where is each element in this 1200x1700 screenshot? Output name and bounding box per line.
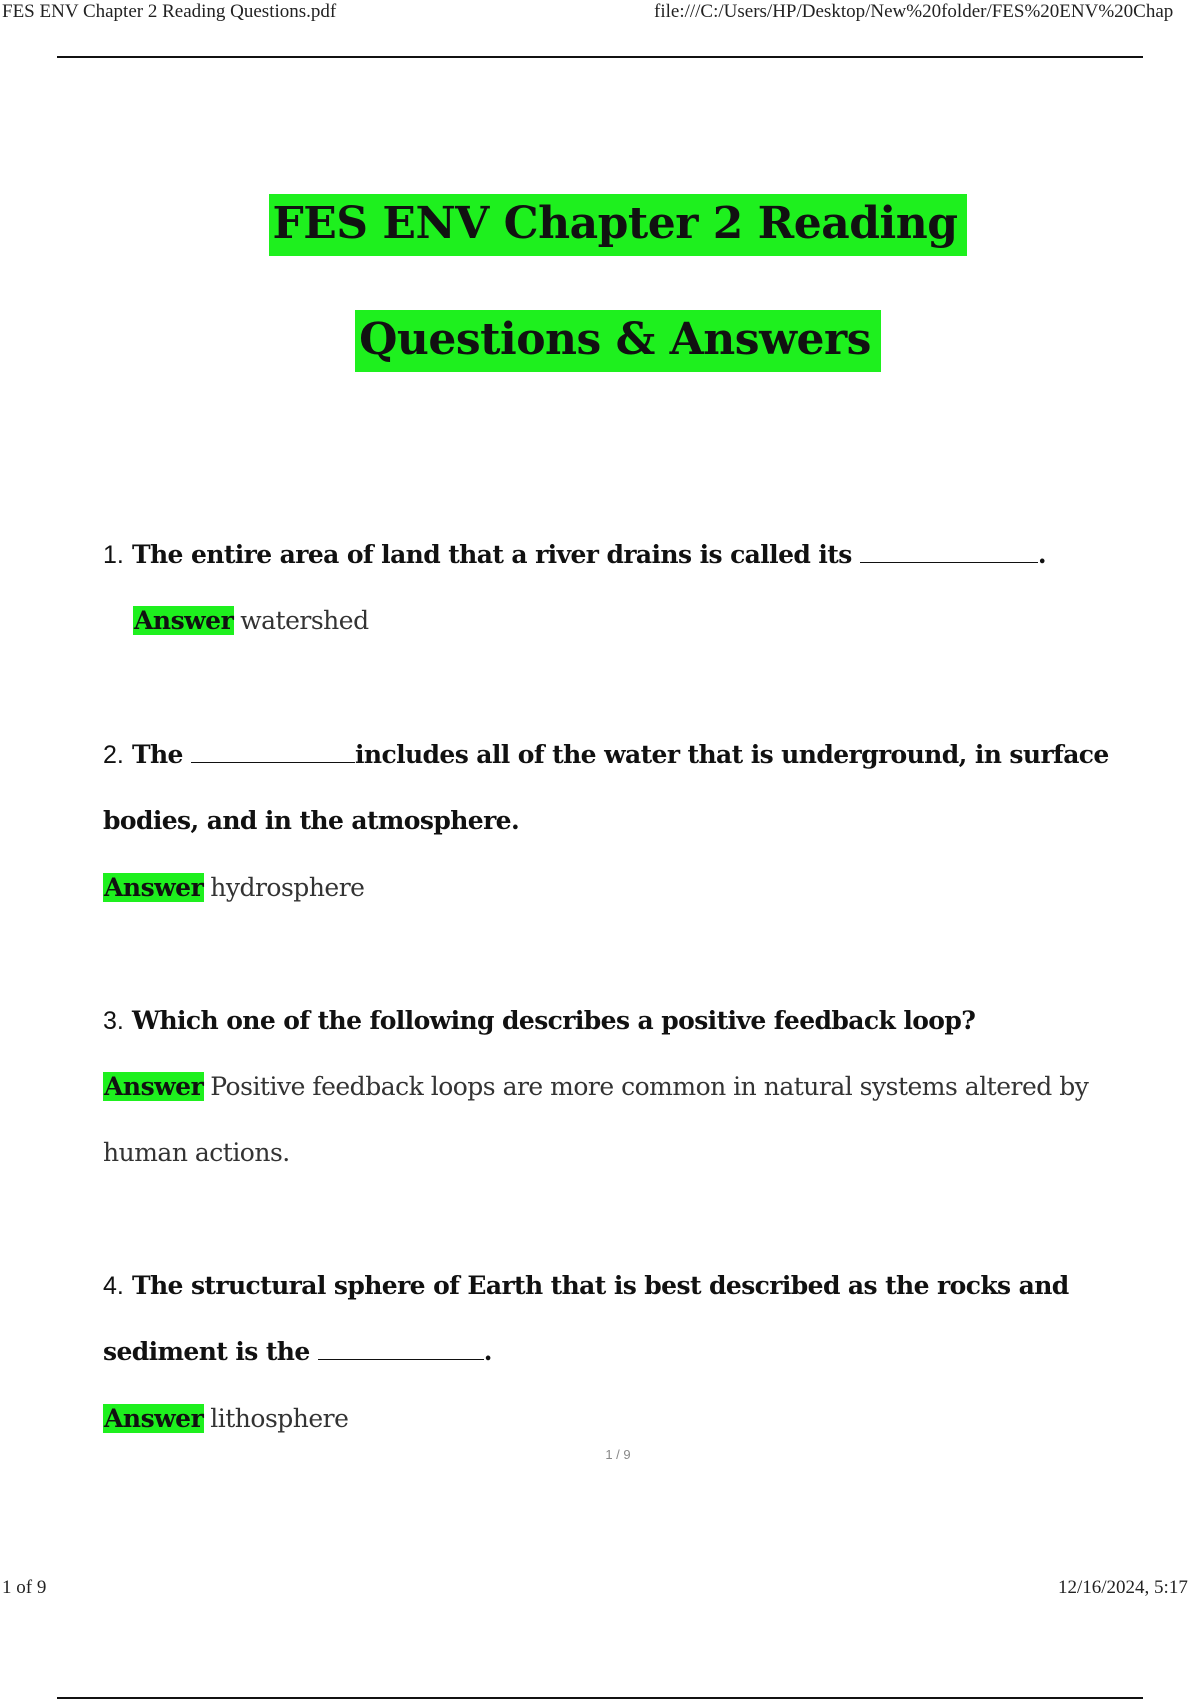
answer-text: Positive feedback loops are more common in natural systems altered by [210, 1072, 1089, 1101]
question-text: The [131, 740, 183, 769]
answer-3 [103, 1072, 1088, 1101]
print-page-count: 1 of 9 [2, 1577, 47, 1598]
question-4 [103, 1271, 1103, 1301]
question-text: sediment is the [103, 1337, 310, 1366]
answer-label: Answer [104, 1072, 204, 1101]
question-1 [103, 540, 1103, 570]
footer-rule [57, 1697, 1143, 1699]
question-text-end: . [483, 1337, 492, 1366]
question-4-line-2 [103, 1337, 1103, 1366]
answer-text: hydrosphere [210, 873, 365, 902]
question-2 [103, 740, 1109, 770]
document-title-line-2: Questions & Answers [0, 310, 1200, 372]
answer-1 [133, 606, 369, 635]
print-header [0, 0, 1200, 28]
answer-label: Answer [104, 873, 204, 902]
question-text: The entire area of land that a river drains is called its [131, 540, 852, 569]
answer-text: lithosphere [210, 1404, 349, 1433]
question-text: The structural sphere of Earth that is best described as the rocks and [131, 1271, 1069, 1300]
document-title-line-1: FES ENV Chapter 2 Reading [0, 194, 1200, 256]
question-number: 1. [103, 541, 124, 569]
question-text-cont: includes all of the water that is underground, in surface [354, 740, 1109, 769]
answer-2 [103, 873, 364, 902]
question-text: Which one of the following describes a positive feedback loop? [131, 1006, 976, 1035]
question-number: 3. [103, 1007, 124, 1035]
fill-in-blank [318, 1337, 484, 1360]
question-text-end: . [1037, 540, 1046, 569]
answer-label: Answer [134, 606, 234, 635]
answer-label: Answer [104, 1404, 204, 1433]
question-number: 4. [103, 1272, 124, 1300]
fill-in-blank [191, 740, 355, 763]
page-indicator: 1 / 9 [605, 1447, 631, 1462]
question-2-line-2: bodies, and in the atmosphere. [103, 806, 520, 835]
print-datetime: 12/16/2024, 5:17 [1058, 1577, 1188, 1598]
print-doc-title: FES ENV Chapter 2 Reading Questions.pdf [2, 1, 337, 22]
question-3 [103, 1006, 1103, 1036]
header-rule [57, 56, 1143, 58]
answer-3-line-2: human actions. [103, 1138, 290, 1167]
fill-in-blank [860, 540, 1038, 563]
question-number: 2. [103, 741, 124, 769]
answer-text: watershed [240, 606, 369, 635]
answer-4 [103, 1404, 348, 1433]
print-url: file:///C:/Users/HP/Desktop/New%20folder/FES%20ENV%20Chap [654, 1, 1174, 22]
